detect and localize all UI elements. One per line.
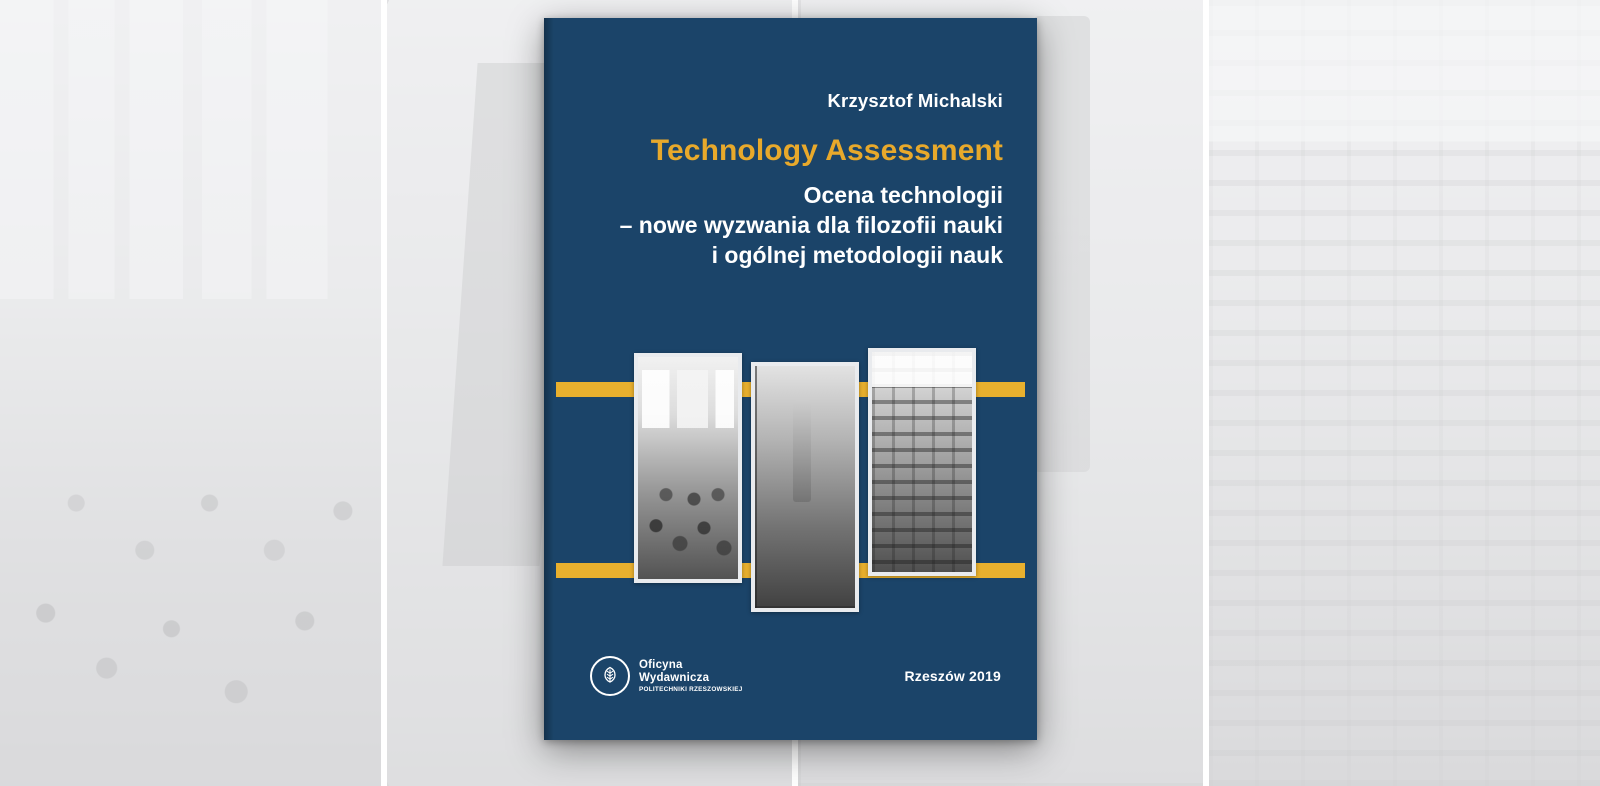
leaf-emblem-icon xyxy=(590,656,630,696)
book-cover-content xyxy=(544,18,1037,740)
book-cover-face xyxy=(544,18,1037,740)
strip-protest-crowd xyxy=(0,0,381,786)
place-and-year: Rzeszów 2019 xyxy=(904,668,1001,684)
photo-industrial-plant-image xyxy=(755,366,855,608)
subtitle-line-2: – nowe wyzwania dla filozofii nauki xyxy=(619,211,1003,238)
photo-protest-crowd xyxy=(634,353,742,583)
strip-parliament-hall-image xyxy=(1209,0,1600,786)
book-cover xyxy=(544,18,1037,740)
publisher-line-3: POLITECHNIKI RZESZOWSKIEJ xyxy=(639,685,743,693)
photo-protest-crowd-image xyxy=(638,357,738,579)
publisher-logo xyxy=(590,656,743,696)
cover-footer xyxy=(590,656,1001,696)
book-subtitle xyxy=(578,181,1003,271)
publisher-line-2: Wydawnicza xyxy=(639,672,710,685)
book-title-english: Technology Assessment xyxy=(650,134,1003,167)
photo-industrial-plant xyxy=(751,362,859,612)
photo-parliament-session xyxy=(868,348,976,576)
strip-protest-crowd-image xyxy=(0,0,381,786)
cover-artwork xyxy=(544,330,1037,620)
photo-triptych xyxy=(634,330,974,620)
photo-parliament-session-image xyxy=(872,352,972,572)
publisher-line-1: Oficyna xyxy=(639,658,683,671)
subtitle-line-3: i ogólnej metodologii nauk xyxy=(711,241,1003,268)
author-name: Krzysztof Michalski xyxy=(827,90,1003,111)
subtitle-line-1: Ocena technologii xyxy=(803,182,1003,208)
publisher-name xyxy=(639,659,743,694)
strip-parliament-hall xyxy=(1209,0,1600,786)
